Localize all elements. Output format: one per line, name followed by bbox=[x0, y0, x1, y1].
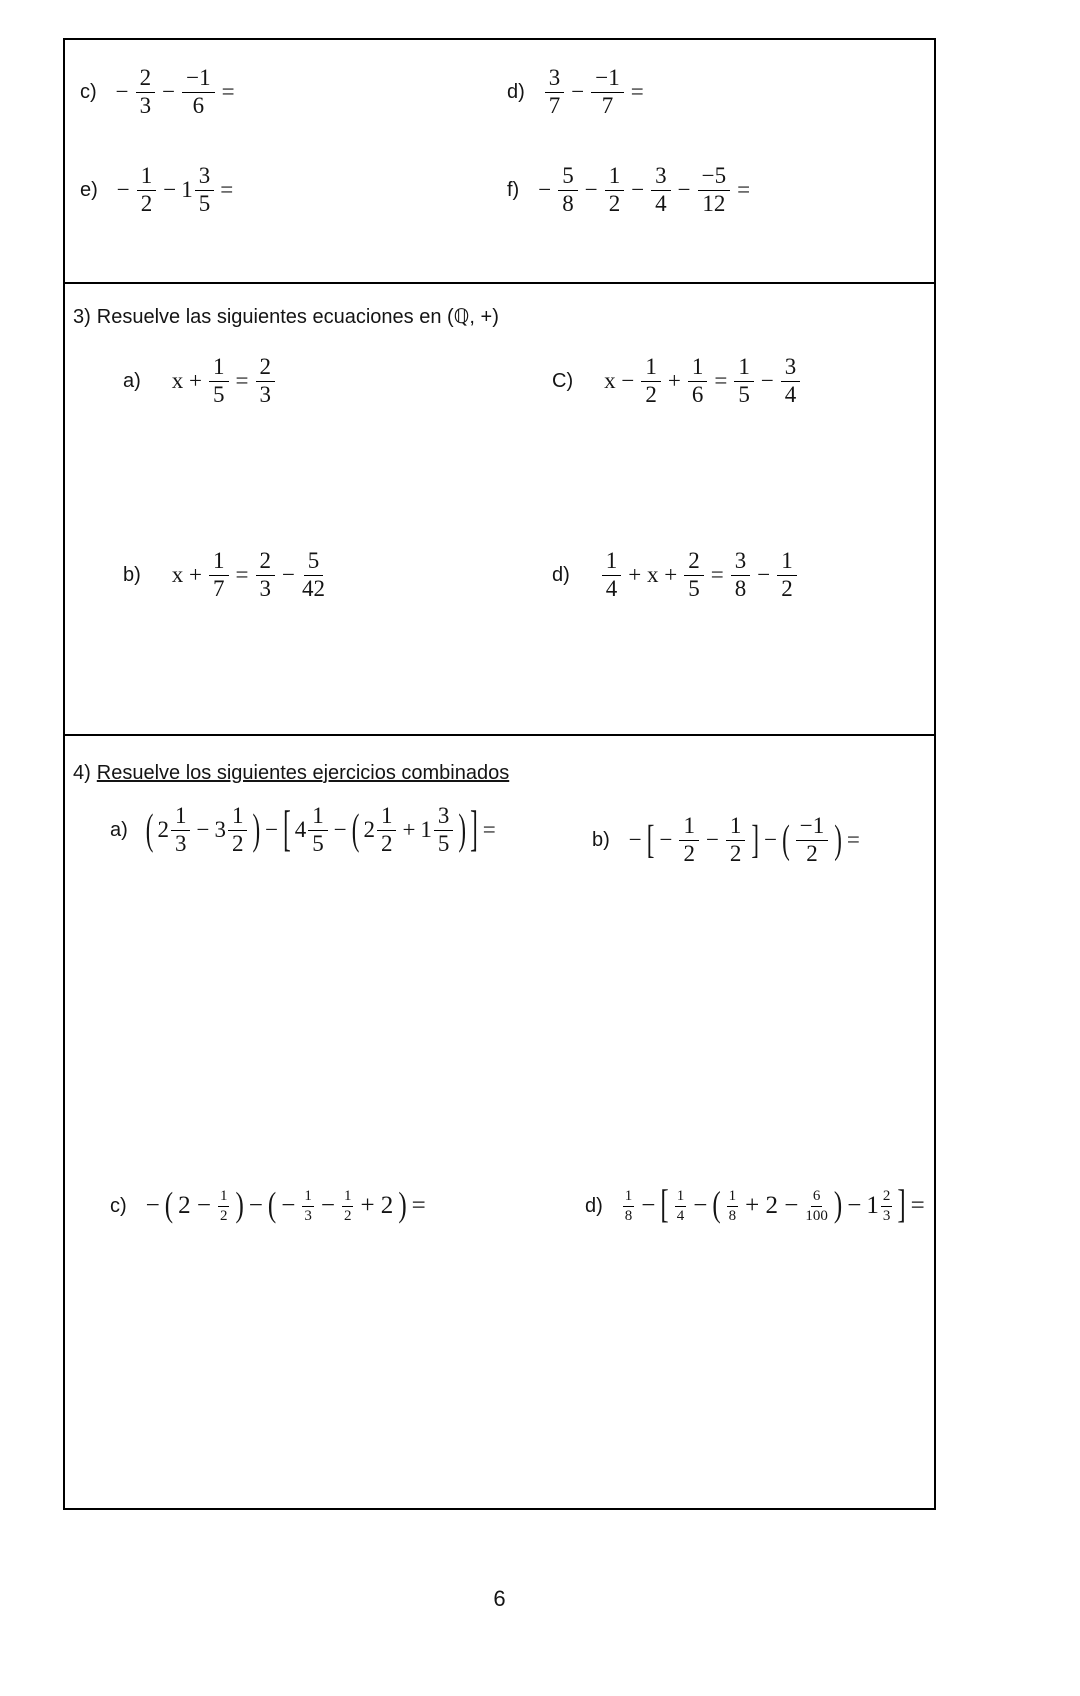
exercise-box-combined bbox=[63, 734, 936, 1510]
page-number: 6 bbox=[493, 1586, 506, 1611]
exercise-label: c) bbox=[80, 80, 97, 103]
math-text: − bbox=[705, 827, 719, 853]
fraction: $\frac{1}{5}$ bbox=[308, 804, 328, 857]
formula bbox=[598, 549, 801, 602]
delimiter: ) bbox=[833, 1185, 843, 1226]
math-text: − bbox=[163, 177, 177, 203]
exercise-label: c) bbox=[110, 1194, 127, 1217]
delimiter: ) bbox=[235, 1186, 244, 1225]
math-text: − bbox=[265, 817, 279, 843]
math-text: − bbox=[584, 177, 598, 203]
math-text: − bbox=[631, 177, 645, 203]
math-text: − bbox=[320, 1192, 335, 1220]
math-text: = bbox=[235, 562, 249, 588]
math-text: = bbox=[714, 368, 728, 394]
fraction: $\frac{3}{8}$ bbox=[731, 549, 751, 602]
delimiter: [ bbox=[660, 1183, 669, 1228]
math-text: − bbox=[115, 79, 129, 105]
math-text: + x + bbox=[628, 562, 678, 588]
fraction: $\frac{5}{42}$ bbox=[302, 548, 325, 601]
math-text: = bbox=[221, 79, 235, 105]
fraction: $\frac{3}{7}$ bbox=[545, 66, 565, 119]
mixed-number: 1 $\frac{3}{5}$ bbox=[420, 804, 454, 857]
exercise-1e bbox=[80, 164, 236, 217]
fraction: $\frac{1}{2}$ bbox=[641, 355, 661, 408]
formula bbox=[113, 66, 238, 119]
exercise-4b bbox=[592, 814, 863, 867]
fraction: $\frac{1}{6}$ bbox=[688, 355, 708, 408]
fraction: $\frac{1}{2}$ bbox=[605, 164, 625, 217]
exercise-label: d) bbox=[552, 563, 570, 586]
delimiter: ( bbox=[145, 805, 154, 854]
fraction: $\frac{1}{3}$ bbox=[171, 804, 191, 857]
math-text: + bbox=[667, 368, 681, 394]
math-text: + 2 − bbox=[745, 1192, 799, 1220]
math-text: − bbox=[641, 1192, 656, 1220]
section-4-number: 4) bbox=[73, 762, 91, 784]
delimiter: ) bbox=[458, 805, 467, 854]
section-4-text: Resuelve los siguientes ejercicios combinados bbox=[96, 762, 510, 784]
delimiter: ] bbox=[470, 802, 478, 857]
exercise-box-top bbox=[63, 38, 936, 284]
worksheet-page bbox=[63, 38, 936, 1510]
fraction: $\frac{1}{2}$ bbox=[343, 1188, 352, 1224]
section-3-text: Resuelve las siguientes ecuaciones en (ℚ, +) bbox=[96, 306, 499, 328]
math-text: − bbox=[757, 562, 771, 588]
delimiter: ) bbox=[252, 805, 261, 854]
exercise-1f bbox=[507, 164, 753, 217]
math-text: − bbox=[571, 79, 585, 105]
formula bbox=[169, 549, 329, 602]
delimiter: ) bbox=[834, 817, 842, 862]
math-text: = bbox=[411, 1192, 426, 1220]
mixed-number: 4 $\frac{1}{5}$ bbox=[295, 804, 329, 857]
formula bbox=[541, 66, 647, 119]
math-text: = bbox=[737, 177, 751, 203]
delimiter: ( bbox=[267, 1186, 277, 1225]
mixed-number: 1 $\frac{2}{3}$ bbox=[866, 1188, 891, 1224]
formula bbox=[626, 814, 863, 867]
delimiter: [ bbox=[646, 817, 655, 862]
math-text: + 2 bbox=[360, 1192, 394, 1220]
delimiter: ) bbox=[398, 1186, 407, 1225]
exercise-3C bbox=[552, 355, 804, 408]
fraction: $\frac{1}{8}$ bbox=[728, 1188, 737, 1224]
fraction: $\frac{3}{4}$ bbox=[781, 355, 801, 408]
mixed-number: 1 $\frac{3}{5}$ bbox=[181, 164, 215, 217]
math-text: − bbox=[847, 1192, 862, 1220]
fraction: $\frac{1}{4}$ bbox=[602, 549, 622, 602]
mixed-number: 3 $\frac{1}{2}$ bbox=[214, 804, 248, 857]
mixed-number: 2 $\frac{1}{2}$ bbox=[363, 804, 397, 857]
exercise-label: b) bbox=[592, 828, 610, 851]
fraction: $\frac{1}{7}$ bbox=[209, 549, 229, 602]
exercise-label: b) bbox=[123, 563, 141, 586]
exercise-label: d) bbox=[585, 1194, 603, 1217]
fraction: $\frac{3}{5}$ bbox=[195, 164, 215, 217]
fraction: $\frac{1}{2}$ bbox=[777, 549, 797, 602]
math-text: = bbox=[630, 79, 644, 105]
math-text: x − bbox=[604, 368, 635, 394]
math-text: 2 − bbox=[178, 1192, 211, 1220]
delimiter: ( bbox=[164, 1186, 174, 1225]
math-text: − bbox=[145, 1192, 160, 1220]
math-text: − bbox=[659, 827, 673, 853]
section-3-title bbox=[73, 304, 499, 329]
math-text: − bbox=[248, 1192, 263, 1220]
math-text: − bbox=[282, 562, 295, 588]
exercise-4c bbox=[110, 1188, 429, 1225]
fraction: $\frac{2}{5}$ bbox=[684, 549, 704, 602]
math-text: = bbox=[235, 368, 249, 394]
fraction: $\frac{6}{100}$ bbox=[805, 1188, 828, 1224]
exercise-label: e) bbox=[80, 178, 98, 201]
formula bbox=[114, 164, 236, 217]
math-text: − bbox=[196, 817, 210, 843]
math-text: = bbox=[220, 177, 234, 203]
section-3-number: 3) bbox=[73, 306, 91, 328]
formula bbox=[143, 1188, 429, 1225]
fraction: $\frac{1}{2}$ bbox=[377, 804, 397, 857]
fraction: $\frac{2}{3}$ bbox=[882, 1188, 891, 1224]
fraction: $\frac{1}{5}$ bbox=[734, 355, 754, 408]
formula bbox=[535, 164, 753, 217]
fraction: $\frac{5}{8}$ bbox=[558, 164, 578, 217]
exercise-label: f) bbox=[507, 178, 520, 201]
fraction: $\frac{2}{3}$ bbox=[256, 355, 276, 408]
exercise-3a bbox=[123, 355, 279, 408]
exercise-4d bbox=[585, 1183, 928, 1228]
exercise-label: a) bbox=[123, 369, 141, 392]
math-text: − bbox=[677, 177, 691, 203]
delimiter: ( bbox=[712, 1185, 721, 1226]
formula bbox=[169, 355, 279, 408]
math-text: − bbox=[333, 817, 347, 843]
math-text: − bbox=[693, 1192, 708, 1220]
exercise-1d bbox=[507, 66, 647, 119]
math-text: = bbox=[846, 827, 860, 853]
math-text: + bbox=[402, 817, 416, 843]
fraction: $\frac{1}{5}$ bbox=[209, 355, 229, 408]
fraction: $\frac{-5}{12}$ bbox=[698, 164, 730, 217]
fraction: $\frac{-1}{2}$ bbox=[796, 814, 828, 867]
math-text: − bbox=[116, 177, 130, 203]
math-text: = bbox=[482, 817, 496, 843]
math-text: = bbox=[910, 1192, 925, 1220]
math-text: x + bbox=[171, 368, 203, 394]
math-text: − bbox=[162, 79, 176, 105]
fraction: $\frac{-1}{7}$ bbox=[591, 66, 623, 119]
fraction: $\frac{2}{3}$ bbox=[256, 549, 276, 602]
fraction: $\frac{1}{2}$ bbox=[137, 164, 157, 217]
fraction: $\frac{2}{3}$ bbox=[136, 66, 156, 119]
fraction: $\frac{3}{4}$ bbox=[651, 164, 671, 217]
delimiter: [ bbox=[283, 802, 291, 857]
fraction: $\frac{1}{3}$ bbox=[304, 1188, 312, 1224]
fraction: $\frac{1}{8}$ bbox=[624, 1188, 633, 1224]
formula bbox=[601, 355, 804, 408]
exercise-label: a) bbox=[110, 818, 128, 841]
fraction: $\frac{1}{2}$ bbox=[726, 814, 746, 867]
fraction: $\frac{1}{2}$ bbox=[228, 804, 248, 857]
math-text: − bbox=[628, 827, 642, 853]
exercise-label: C) bbox=[552, 369, 574, 392]
exercise-3b bbox=[123, 549, 329, 602]
section-4-title bbox=[73, 762, 509, 785]
math-text: − bbox=[760, 368, 774, 394]
formula bbox=[144, 804, 499, 857]
math-text: − bbox=[764, 827, 778, 853]
fraction: $\frac{1}{2}$ bbox=[679, 814, 699, 867]
delimiter: ( bbox=[351, 805, 360, 854]
delimiter: ( bbox=[782, 817, 790, 862]
math-text: − bbox=[281, 1192, 296, 1220]
exercise-3d bbox=[552, 549, 801, 602]
formula bbox=[619, 1183, 928, 1228]
mixed-number: 2 $\frac{1}{3}$ bbox=[157, 804, 191, 857]
math-text: = bbox=[710, 562, 724, 588]
fraction: $\frac{1}{2}$ bbox=[219, 1188, 228, 1224]
exercise-box-equations bbox=[63, 282, 936, 736]
math-text: x + bbox=[171, 562, 203, 588]
exercise-label: d) bbox=[507, 80, 525, 103]
exercise-4a bbox=[110, 804, 499, 857]
fraction: $\frac{-1}{6}$ bbox=[182, 66, 214, 119]
delimiter: ] bbox=[897, 1183, 906, 1228]
fraction: $\frac{1}{4}$ bbox=[676, 1188, 685, 1224]
delimiter: ] bbox=[751, 817, 760, 862]
exercise-1c bbox=[80, 66, 238, 119]
math-text: − bbox=[538, 177, 552, 203]
fraction: $\frac{3}{5}$ bbox=[434, 804, 454, 857]
